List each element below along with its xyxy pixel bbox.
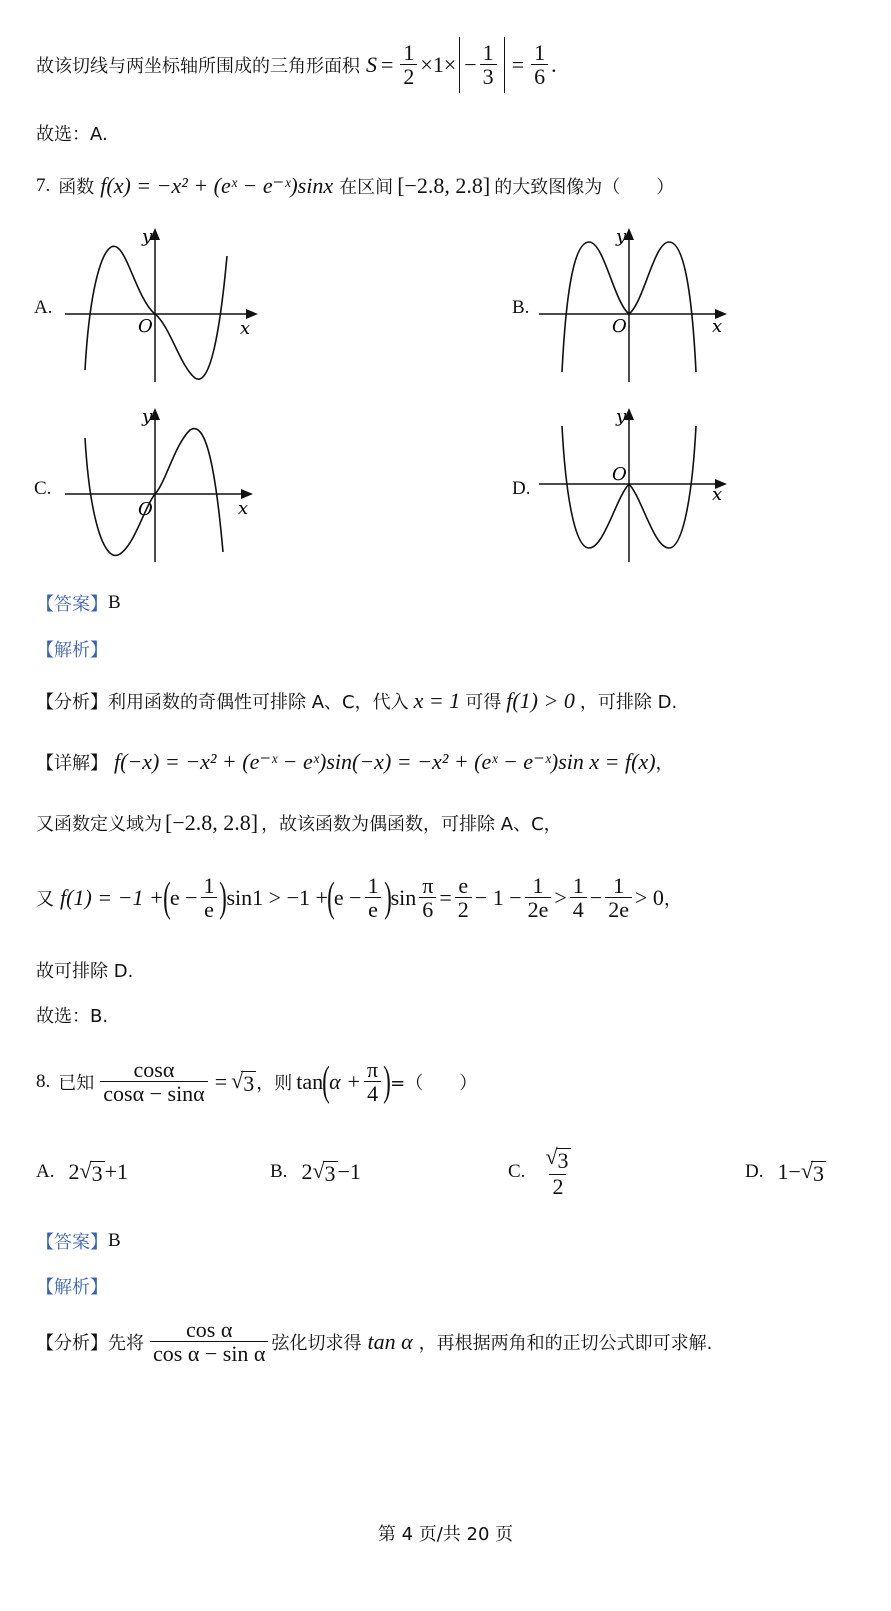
analysis-tag-7: 【解析】 xyxy=(36,640,108,661)
m2: f(1) > 0 xyxy=(506,688,575,713)
t3: ，可排除 D. xyxy=(579,692,678,713)
answer-tag: 【答案】 xyxy=(36,1232,108,1253)
m5: − 1 − xyxy=(474,885,522,910)
m1: x = 1 xyxy=(413,688,461,713)
option-c-label[interactable]: C. xyxy=(34,478,52,499)
axis-y: y xyxy=(142,406,153,427)
math-times: ×1× xyxy=(420,52,457,77)
label: A. xyxy=(36,1161,55,1183)
t2: ，故该函数为偶函数，可排除 A、C， xyxy=(261,814,562,835)
graph-a[interactable] xyxy=(60,222,270,387)
origin: O xyxy=(138,316,153,337)
expr: f(−x) = −x² + (e⁻ˣ − eˣ)sin(−x) = −x² + (eˣ − e⁻ˣ)sin x = f(x) xyxy=(114,749,656,774)
m4: = xyxy=(439,885,452,910)
select-a: 故选：A. xyxy=(36,124,108,145)
post: +1 xyxy=(104,1159,128,1185)
origin: O xyxy=(612,464,627,485)
abs-value: − $\frac{1}{3}$ xyxy=(459,37,504,93)
analysis-8: 【分析】 先将 $\frac{\text{cos α}}{\text{cos α − sin α}}$ 弦化切求得 tan α ，再根据两角和的正切公式即可求解. xyxy=(36,1316,713,1366)
axis-x: x xyxy=(712,484,723,505)
option-a-label[interactable]: A. xyxy=(34,297,53,318)
post: −1 xyxy=(337,1159,361,1185)
t3: ，再根据两角和的正切公式即可求解. xyxy=(418,1333,713,1354)
axis-x: x xyxy=(238,498,249,519)
fraction-half: $\frac{1}{2}$ xyxy=(400,41,417,89)
question-7 xyxy=(36,168,674,204)
t1: 先将 xyxy=(108,1333,144,1354)
origin: O xyxy=(138,499,153,520)
detail-7 xyxy=(36,744,674,780)
text: 故该切线与两坐标轴所围成的三角形面积 xyxy=(36,56,360,77)
t2: 弦化切求得 xyxy=(271,1333,362,1354)
option-8d[interactable]: D. 1− √ 3 xyxy=(745,1158,824,1186)
m7: − xyxy=(589,885,603,910)
pre: 1− xyxy=(777,1159,801,1185)
math-eq: = xyxy=(381,52,394,77)
answer-value: B xyxy=(108,592,121,613)
end: ， xyxy=(655,753,674,774)
answer-7 xyxy=(36,590,121,616)
q-tail: 的大致图像为（ ） xyxy=(494,177,675,198)
f1-line: 又 f(1) = −1 + ( e − $\frac{1}{e}$ ) sin1 > −1 + ( e − $\frac{1}{e}$ ) sin $\frac{\pi}{6}$ = $\frac{e}{2}$ − 1 − $\frac{1}{2e}$ > $\frac{1}{4}$ − $\frac{1}{2e}$ > 0 ， xyxy=(36,872,682,922)
analysis-tag-8: 【解析】 xyxy=(36,1277,108,1298)
select-b: 故选：B. xyxy=(36,1006,109,1027)
label: B. xyxy=(270,1161,288,1183)
label: D. xyxy=(745,1161,764,1183)
area-conclusion-line xyxy=(36,35,557,95)
option-8a[interactable]: A. 2 √ 3 +1 xyxy=(36,1158,128,1186)
axis-y: y xyxy=(142,226,153,247)
option-b-label[interactable]: B. xyxy=(512,297,530,318)
question-8: 8. 已知 $\frac{\cos\alpha}{\cos\alpha - \sin\alpha}$ = √ 3 ，则 tan ( α + $\frac{\pi}{4}$ ) =（ ） xyxy=(36,1056,478,1106)
graph-b[interactable] xyxy=(534,222,744,387)
option-8b[interactable]: B. 2 √ 3 −1 xyxy=(270,1158,361,1186)
e2: e − xyxy=(333,885,362,910)
m3: sin xyxy=(390,885,417,910)
eq: = xyxy=(214,1069,228,1094)
answer-8 xyxy=(36,1228,121,1254)
origin: O xyxy=(612,316,627,337)
tan: tan xyxy=(296,1069,324,1094)
tag: 【分析】 xyxy=(36,692,108,713)
tag: 【分析】 xyxy=(36,1333,108,1354)
q8-fraction: $\frac{\cos\alpha}{\cos\alpha - \sin\alpha}$ xyxy=(100,1058,207,1106)
page-footer: 第 4 页/共 20 页 xyxy=(377,1524,514,1545)
pre: 2 xyxy=(68,1159,80,1185)
q-mid: ，则 xyxy=(256,1073,293,1094)
graph-d[interactable] xyxy=(534,402,744,567)
q-mid: 在区间 xyxy=(339,177,394,198)
m2: sin1 > −1 + xyxy=(226,885,328,910)
period: . xyxy=(551,52,557,77)
q-number: 8. xyxy=(36,1071,51,1092)
m8: > 0 xyxy=(634,885,664,910)
pre: 2 xyxy=(301,1159,313,1185)
m1: f(1) = −1 + xyxy=(60,885,164,910)
q-tail: =（ ） xyxy=(390,1073,478,1094)
alpha-plus: α + xyxy=(329,1069,362,1094)
label: C. xyxy=(508,1161,526,1182)
m1: tan α xyxy=(367,1329,413,1354)
tag: 【详解】 xyxy=(36,753,108,774)
axis-y: y xyxy=(616,226,627,247)
option-8c[interactable]: C. √ 3 2 xyxy=(508,1144,569,1199)
sqrt3: √ 3 xyxy=(231,1067,255,1096)
t1: 又函数定义域为 xyxy=(36,814,162,835)
m6: > xyxy=(554,885,567,910)
option-d-label[interactable]: D. xyxy=(512,478,531,499)
t1: 又 xyxy=(36,889,54,910)
axis-x: x xyxy=(712,316,723,337)
fraction-result: $\frac{1}{6}$ xyxy=(531,41,548,89)
graph-c[interactable] xyxy=(60,402,270,567)
end: ， xyxy=(663,889,682,910)
q-interval: [−2.8, 2.8] xyxy=(397,173,491,198)
answer-tag: 【答案】 xyxy=(36,594,108,615)
q-function: f(x) = −x² + (eˣ − e⁻ˣ)sinx xyxy=(100,173,334,198)
exclude-d: 故可排除 D. xyxy=(36,961,134,982)
analysis-7 xyxy=(36,684,677,718)
e: e − xyxy=(169,885,198,910)
axis-y: y xyxy=(616,406,627,427)
q-lead: 函数 xyxy=(58,177,95,198)
q-number: 7. xyxy=(36,175,51,196)
answer-value: B xyxy=(108,1230,121,1251)
q-lead: 已知 xyxy=(58,1073,95,1094)
t1: 利用函数的奇偶性可排除 A、C，代入 xyxy=(108,692,409,713)
t2: 可得 xyxy=(465,692,502,713)
math-eq2: = xyxy=(511,52,525,77)
axis-x: x xyxy=(240,318,251,339)
math-S: S xyxy=(366,52,377,77)
domain-line xyxy=(36,806,562,840)
m1: [−2.8, 2.8] xyxy=(165,810,259,835)
